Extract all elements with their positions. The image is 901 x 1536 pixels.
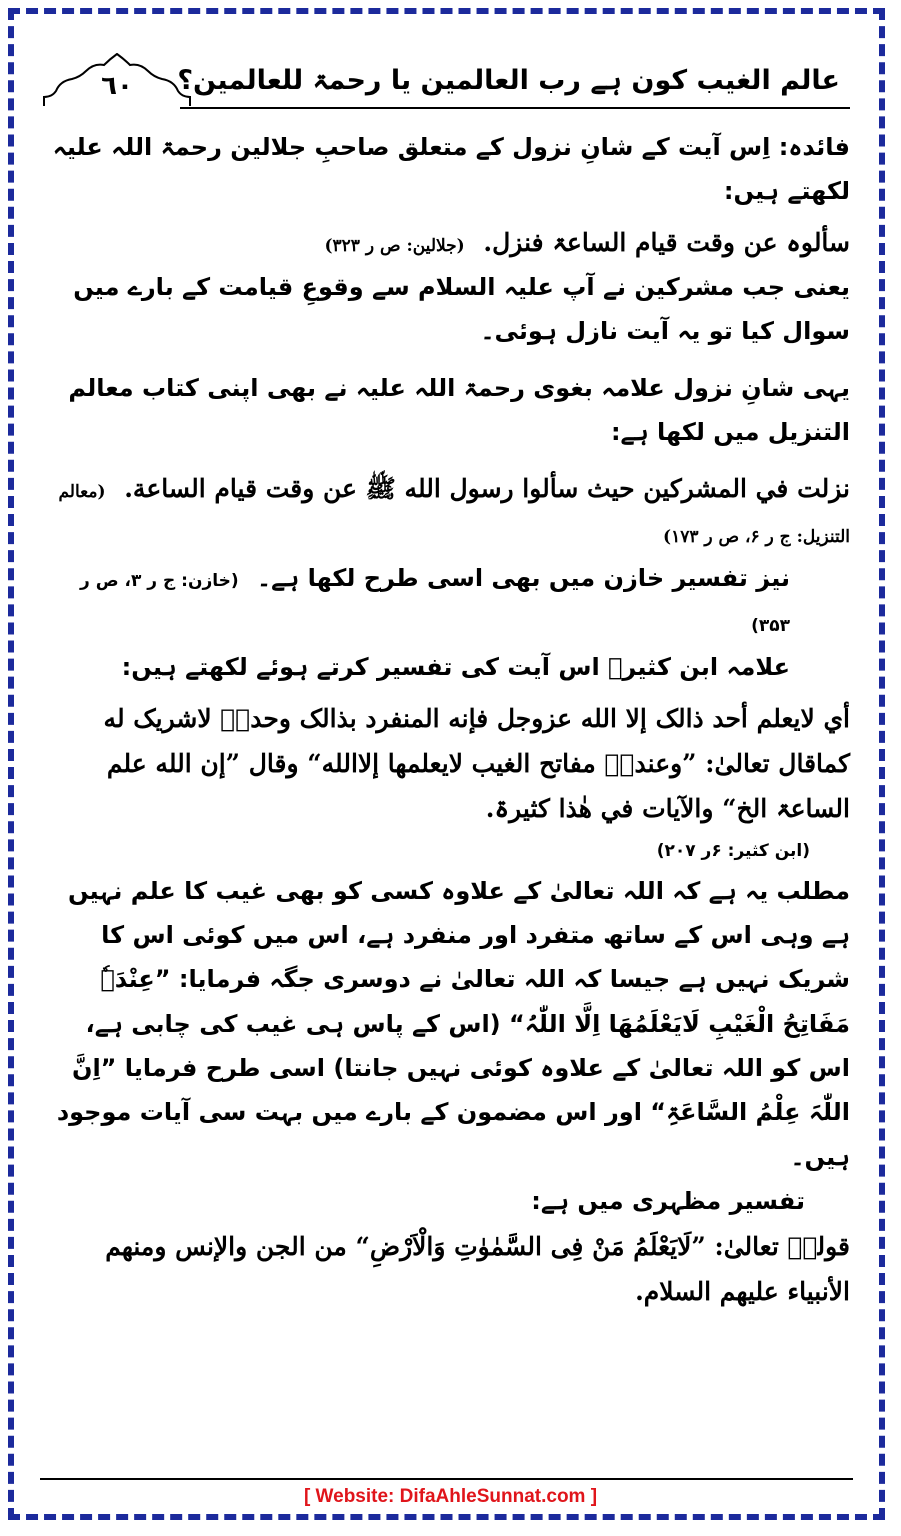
quote-baghawi-text: نزلت في المشركين حيث سألوا رسول الله ﷺ عن وقت قيام الساعة. [124, 474, 850, 504]
paragraph-2: یعنی جب مشرکین نے آپ علیہ السلام سے وقوعِ قیامت کے بارے میں سوال کیا تو یہ آیت نازل ہوئی۔ [73, 272, 850, 346]
quote-ibn-kathir-ref: (ابن کثیر: ۶ر ۲۰۷) [656, 840, 810, 861]
quote-mazhari: قولہٗ تعالیٰ: ”لَایَعْلَمُ مَنْ فِی السَّمٰوٰتِ وَالْاَرْضِ“ من الجن والإنس ومنهم الأنبیاء علیهم السلام. [105, 1231, 850, 1306]
page-number-badge [42, 53, 192, 108]
paragraph-6: مطلب یہ ہے کہ اللہ تعالیٰ کے علاوہ کسی کو بھی غیب کا علم نہیں ہے وہی اس کے ساتھ متفرد اور منفرد ہے، اس میں کوئی اس کا شریک نہیں ہے جیسا کہ اللہ تعالیٰ نے دوسری جگہ فرمایا: ”عِنْدَہٗ مَفَاتِحُ الْغَیْبِ لَایَعْلَمُهَا اِلَّا اللّٰہُ“ (اس کے پاس ہی غیب کی چابی ہے، اس کو اللہ تعالیٰ کے علاوہ کوئی نہیں جانتا) اسی طرح فرمایا ”اِنَّ اللّٰہَ عِلْمُ السَّاعَۃِ“ اور اس مضمون کے بارے میں بہت سی آیات موجود ہیں۔ [56, 876, 850, 1171]
page-body [40, 125, 850, 1314]
paragraph-5: علامہ ابن کثیرؒ اس آیت کی تفسیر کرتے ہوئے لکھتے ہیں: [121, 653, 790, 682]
quote-jalalain [40, 220, 850, 265]
paragraph-4-ref: (خازن: ج ر ۳، ص ر ۳۵۳) [80, 571, 790, 636]
header-divider [180, 107, 850, 109]
paragraph-3: یہی شانِ نزول علامہ بغوی رحمۃ اللہ علیہ نے بھی اپنی کتاب معالم التنزیل میں لکھا ہے: [68, 373, 850, 446]
paragraph-1-text: اِس آیت کے شانِ نزول کے متعلق صاحبِ جلالین رحمۃ اللہ علیہ لکھتے ہیں: [52, 133, 850, 206]
quote-jalalain-ref: (جلالین: ص ر ۳۲۳) [324, 235, 465, 256]
paragraph-7: تفسیر مظہری میں ہے: [531, 1187, 805, 1216]
footer-divider [40, 1478, 853, 1480]
quote-jalalain-text: سألوہ عن وقت قیام الساعۃ فنزل. [483, 227, 850, 257]
paragraph-1 [40, 125, 850, 214]
website-footer: [ Website: DifaAhleSunnat.com ] [303, 1486, 598, 1507]
running-title: عالم الغیب کون ہے رب العالمین یا رحمۃ للعالمین؟ [177, 65, 840, 96]
page-number: ٦٠ [101, 70, 133, 101]
quote-baghawi [40, 466, 850, 556]
paragraph-4 [40, 556, 850, 645]
page-header [30, 35, 850, 110]
faida-label: فائدہ: [778, 133, 850, 161]
quote-ibn-kathir: أي لايعلم أحد ذالک إلا الله عزوجل فإنه المنفرد بذالک وحدہٗ لاشریک له کماقال تعالیٰ: ”وعندہٗ مفاتح الغیب لایعلمها إلاالله“ وقال ”إن الله علم الساعۃ الخ“ والآیات في هٰذا کثیرۃ. [103, 703, 850, 823]
paragraph-4-text: نیز تفسیر خازن میں بھی اسی طرح لکھا ہے۔ [257, 564, 790, 593]
quote-baghawi-ref: (معالم التنزیل: ج ر ۶، ص ر ۱۷۳) [58, 482, 850, 548]
